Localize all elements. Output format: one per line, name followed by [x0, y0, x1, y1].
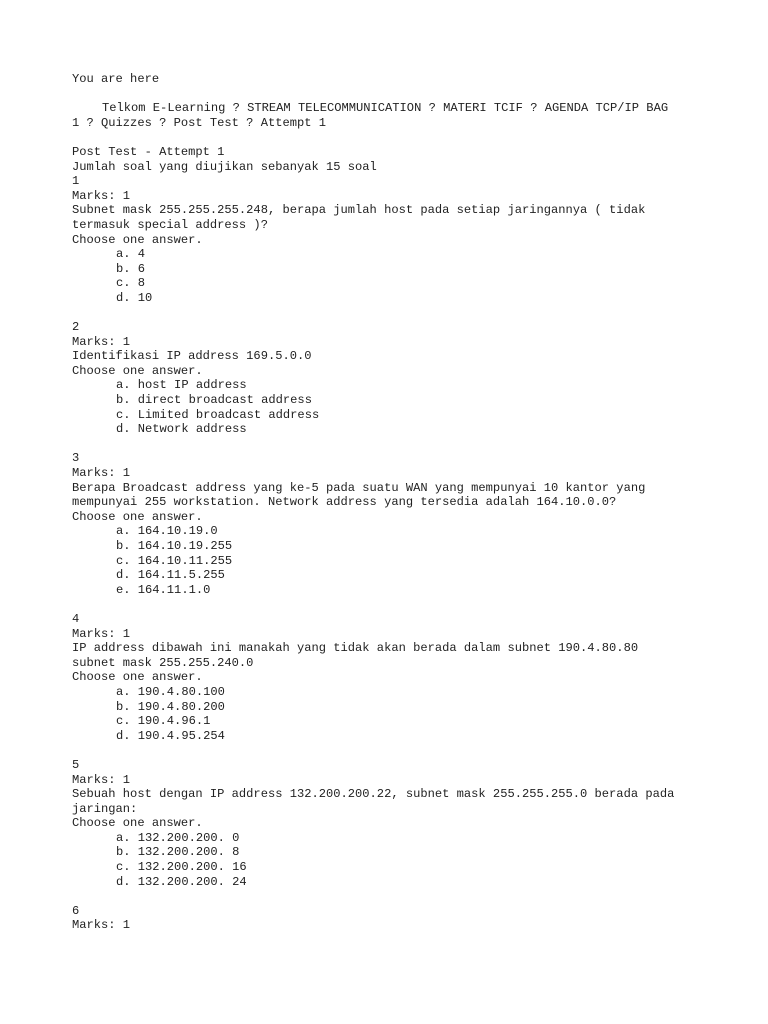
answer-option[interactable]: d. 10 — [116, 290, 153, 305]
answer-option[interactable]: b. 132.200.200. 8 — [116, 845, 240, 860]
answer-option[interactable]: d. 164.11.5.255 — [116, 568, 225, 583]
question-block — [72, 437, 712, 598]
answer-prompt: Choose one answer. — [72, 363, 203, 378]
question-number: 5 — [72, 757, 80, 772]
question-text: IP address dibawah ini manakah yang tidak akan berada dalam subnet 190.4.80.80 — [72, 641, 639, 656]
breadcrumb — [72, 101, 712, 130]
page-title: Post Test - Attempt 1 — [72, 144, 225, 159]
question-number: 3 — [72, 451, 80, 466]
answer-prompt: Choose one answer. — [72, 816, 203, 831]
question-text: jaringan: — [72, 801, 138, 816]
question-marks: Marks: 1 — [72, 918, 131, 933]
question-marks: Marks: 1 — [72, 466, 131, 481]
answer-option[interactable]: d. Network address — [116, 422, 247, 437]
question-number: 6 — [72, 903, 80, 918]
answer-prompt: Choose one answer. — [72, 670, 203, 685]
breadcrumb-line[interactable]: 1 ? Quizzes ? Post Test ? Attempt 1 — [72, 115, 327, 130]
answer-option[interactable]: a. host IP address — [116, 378, 247, 393]
question-text: Sebuah host dengan IP address 132.200.200.22, subnet mask 255.255.255.0 berada pada — [72, 787, 675, 802]
answer-option[interactable]: d. 190.4.95.254 — [116, 728, 225, 743]
question-block — [72, 889, 712, 933]
question-number: 4 — [72, 611, 80, 626]
answer-option[interactable]: c. 164.10.11.255 — [116, 553, 233, 568]
quiz-document — [72, 72, 712, 933]
answer-option[interactable]: d. 132.200.200. 24 — [116, 874, 247, 889]
answer-option[interactable]: c. 190.4.96.1 — [116, 714, 211, 729]
answer-option[interactable]: a. 190.4.80.100 — [116, 684, 225, 699]
answer-prompt: Choose one answer. — [72, 509, 203, 524]
question-number: 2 — [72, 320, 80, 335]
spacer — [72, 597, 712, 612]
spacer — [72, 743, 712, 758]
quiz-summary: Jumlah soal yang diujikan sebanyak 15 soal — [72, 159, 377, 174]
question-text: Berapa Broadcast address yang ke-5 pada suatu WAN yang mempunyai 10 kantor yang — [72, 480, 646, 495]
question-number: 1 — [72, 174, 80, 189]
spacer — [72, 87, 712, 102]
answer-option[interactable]: a. 132.200.200. 0 — [116, 830, 240, 845]
answer-option[interactable]: e. 164.11.1.0 — [116, 582, 211, 597]
answer-option[interactable]: b. 190.4.80.200 — [116, 699, 225, 714]
spacer — [72, 437, 712, 452]
answer-option[interactable]: a. 164.10.19.0 — [116, 524, 218, 539]
you-are-here-label: You are here — [72, 72, 160, 86]
question-marks: Marks: 1 — [72, 772, 131, 787]
breadcrumb-line[interactable]: Telkom E-Learning ? STREAM TELECOMMUNICATION ? MATERI TCIF ? AGENDA TCP/IP BAG — [102, 101, 669, 116]
question-marks: Marks: 1 — [72, 626, 131, 641]
answer-prompt: Choose one answer. — [72, 232, 203, 247]
spacer — [72, 130, 712, 145]
answer-option[interactable]: b. 6 — [116, 261, 146, 276]
spacer — [72, 306, 712, 321]
answer-option[interactable]: b. 164.10.19.255 — [116, 539, 233, 553]
question-marks: Marks: 1 — [72, 188, 131, 203]
question-text: mempunyai 255 workstation. Network address yang tersedia adalah 164.10.0.0? — [72, 495, 617, 510]
question-text: Subnet mask 255.255.255.248, berapa jumlah host pada setiap jaringannya ( tidak — [72, 203, 646, 218]
answer-option[interactable]: a. 4 — [116, 247, 146, 262]
answer-option[interactable]: c. 132.200.200. 16 — [116, 860, 247, 875]
spacer — [72, 889, 712, 904]
question-block — [72, 743, 712, 889]
question-list — [72, 174, 712, 933]
question-marks: Marks: 1 — [72, 334, 131, 349]
answer-option[interactable]: b. direct broadcast address — [116, 393, 312, 408]
question-block — [72, 306, 712, 437]
answer-option[interactable]: c. 8 — [116, 276, 146, 291]
answer-option[interactable]: c. Limited broadcast address — [116, 407, 320, 422]
question-text: termasuk special address )? — [72, 217, 268, 232]
question-text: subnet mask 255.255.240.0 — [72, 655, 254, 670]
question-text: Identifikasi IP address 169.5.0.0 — [72, 349, 312, 364]
question-block — [72, 174, 712, 305]
question-block — [72, 597, 712, 743]
